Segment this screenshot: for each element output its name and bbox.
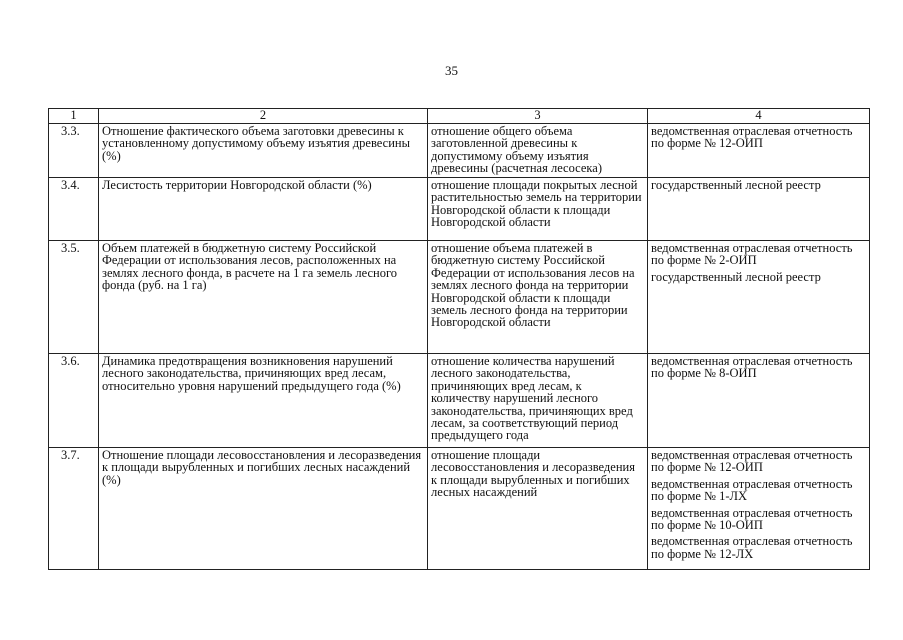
source-item: ведомственная отраслевая отчетность по форме № 1-ЛХ	[651, 476, 853, 504]
column-header: 4	[648, 109, 870, 124]
row-number: 3.5.	[49, 241, 99, 354]
table-header-row	[49, 109, 870, 124]
indicator-cell: Объем платежей в бюджетную систему Российской Федерации от использования лесов, расположенных на землях лесного фонда, в расчете на 1 га земель лесного фонда (руб. на 1 га)	[99, 241, 428, 354]
source-item: ведомственная отраслевая отчетность по форме № 8-ОИП	[651, 354, 853, 381]
table-row	[49, 354, 870, 448]
sources-cell	[648, 354, 870, 448]
method-cell: отношение площади лесовосстановления и лесоразведения к площади вырубленных и погибших лесных насаждений	[428, 448, 648, 570]
table-row	[49, 448, 870, 570]
table-row	[49, 124, 870, 178]
table-row	[49, 178, 870, 241]
column-header: 2	[99, 109, 428, 124]
indicator-cell: Лесистость территории Новгородской области (%)	[99, 178, 428, 241]
indicator-cell: Отношение площади лесовосстановления и лесоразведения к площади вырубленных и погибших лесных насаждений (%)	[99, 448, 428, 570]
page-number: 35	[445, 63, 458, 78]
sources-cell	[648, 124, 870, 178]
sources-cell	[648, 178, 870, 241]
column-header: 1	[49, 109, 99, 124]
sources-cell	[648, 448, 870, 570]
source-item: ведомственная отраслевая отчетность по форме № 12-ЛХ	[651, 534, 853, 561]
source-item: ведомственная отраслевая отчетность по форме № 10-ОИП	[651, 505, 853, 533]
method-cell: отношение количества нарушений лесного законодательства, причиняющих вред лесам, к количеству нарушений лесного законодательства, причиняющих вред лесам, за соответствующий период предыдущего года	[428, 354, 648, 448]
indicators-table	[48, 108, 870, 570]
indicator-cell: Динамика предотвращения возникновения нарушений лесного законодательства, причиняющих вред лесам, относительно уровня нарушений предыдущего года (%)	[99, 354, 428, 448]
method-cell: отношение общего объема заготовленной древесины к допустимому объему изъятия древесины (расчетная лесосека)	[428, 124, 648, 178]
source-item: государственный лесной реестр	[651, 178, 821, 192]
table-row	[49, 241, 870, 354]
source-item: ведомственная отраслевая отчетность по форме № 2-ОИП	[651, 241, 853, 268]
row-number: 3.3.	[49, 124, 99, 178]
row-number: 3.6.	[49, 354, 99, 448]
source-item: ведомственная отраслевая отчетность по форме № 12-ОИП	[651, 124, 853, 151]
source-item: государственный лесной реестр	[651, 269, 821, 284]
source-item: ведомственная отраслевая отчетность по форме № 12-ОИП	[651, 448, 853, 475]
sources-cell	[648, 241, 870, 354]
row-number: 3.7.	[49, 448, 99, 570]
method-cell: отношение площади покрытых лесной растительностью земель на территории Новгородской области к площади Новгородской области	[428, 178, 648, 241]
indicator-cell: Отношение фактического объема заготовки древесины к установленному допустимому объему изъятия древесины (%)	[99, 124, 428, 178]
row-number: 3.4.	[49, 178, 99, 241]
column-header: 3	[428, 109, 648, 124]
method-cell: отношение объема платежей в бюджетную систему Российской Федерации от использования лесов на землях лесного фонда на территории Новгородской области к площади земель лесного фонда на территории Новгородской области	[428, 241, 648, 354]
